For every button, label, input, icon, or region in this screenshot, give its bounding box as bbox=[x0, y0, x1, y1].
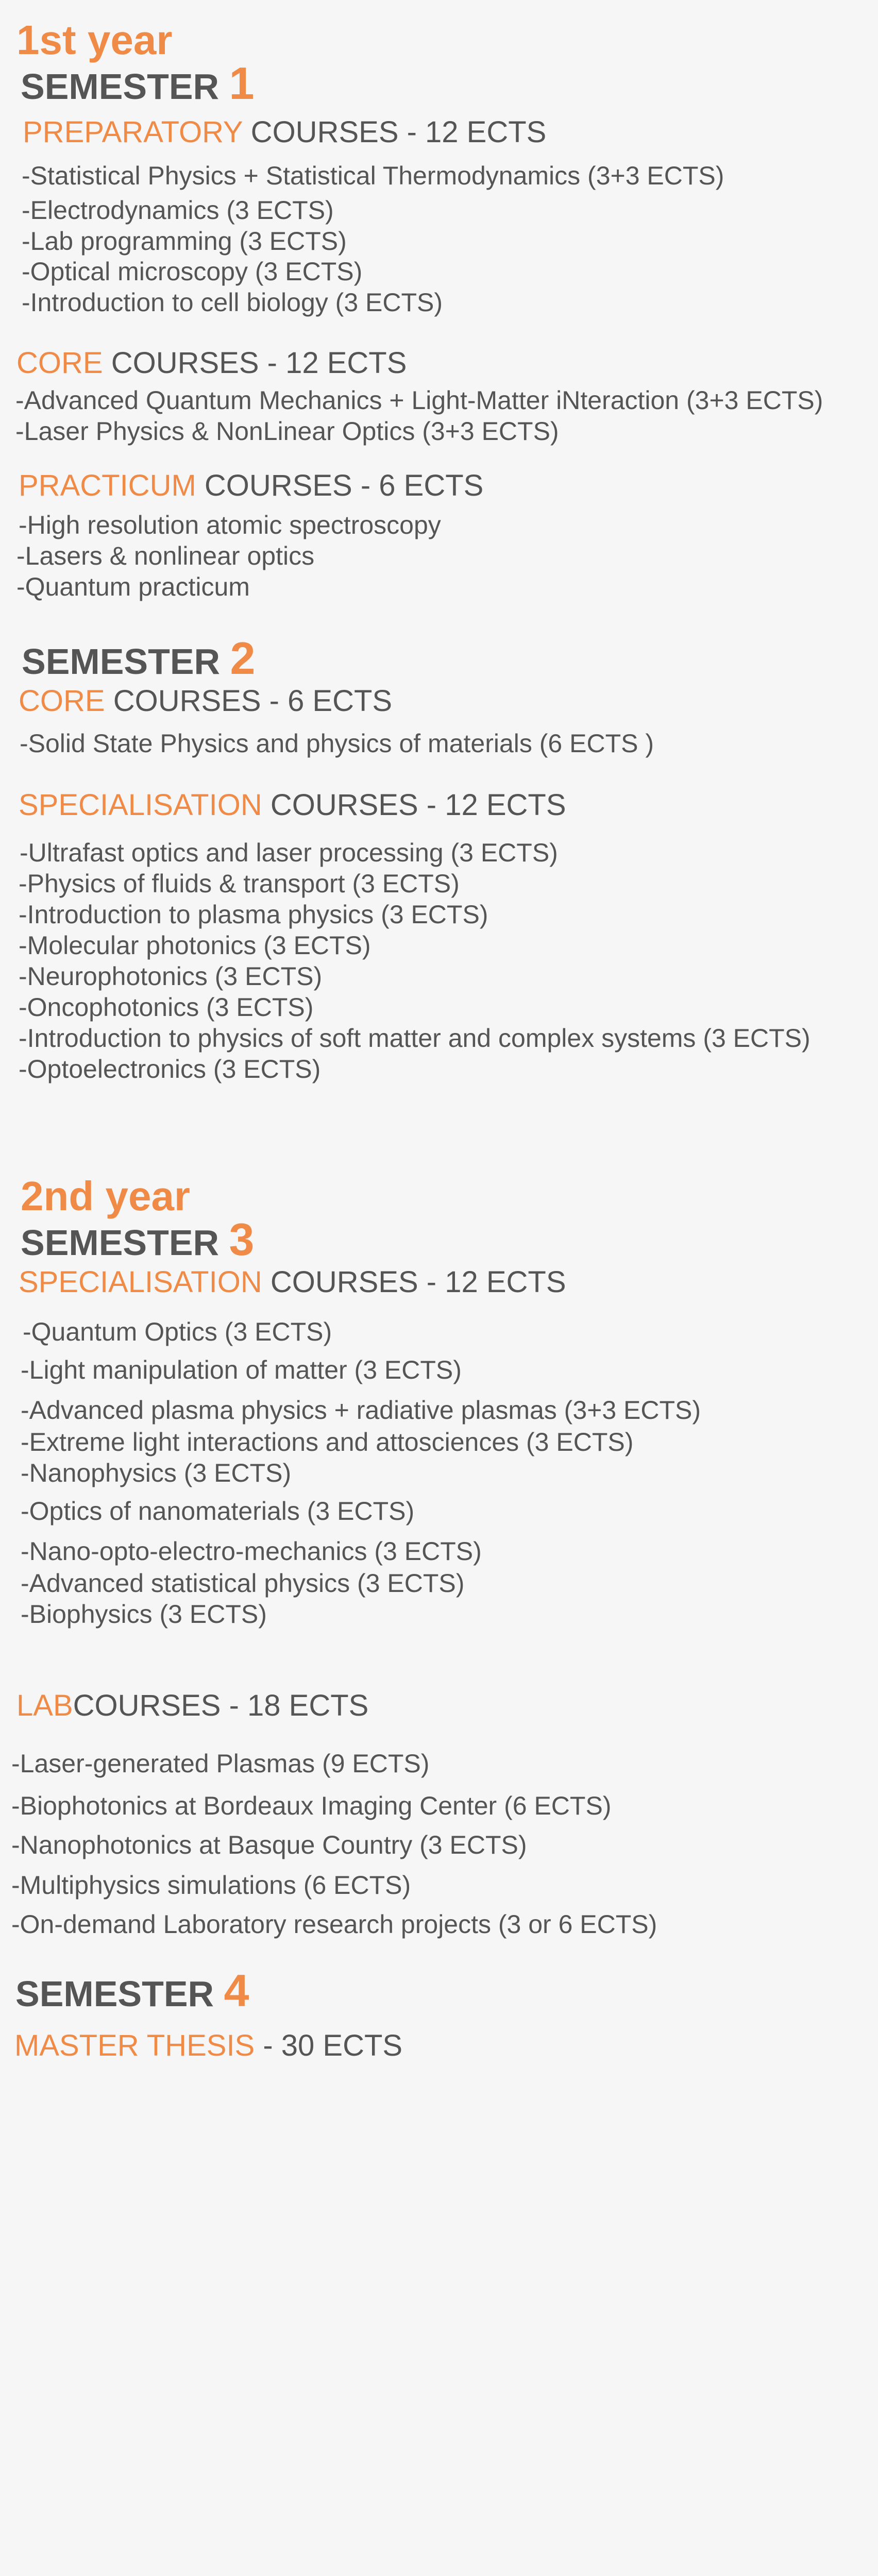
semester-label: SEMESTER bbox=[15, 1974, 214, 2014]
semester-label: SEMESTER bbox=[21, 1223, 220, 1263]
section-rest: COURSES - 12 ECTS bbox=[242, 115, 547, 149]
list-item: -Optoelectronics (3 ECTS) bbox=[19, 1055, 321, 1083]
specialisation-courses-heading bbox=[19, 790, 566, 820]
semester-3-heading bbox=[21, 1214, 255, 1265]
section-rest: COURSES - 6 ECTS bbox=[105, 684, 393, 718]
list-item: -Neurophotonics (3 ECTS) bbox=[19, 962, 323, 991]
specialisation-courses-heading bbox=[19, 1267, 566, 1297]
section-highlight: SPECIALISATION bbox=[19, 788, 262, 822]
lab-courses-heading bbox=[16, 1691, 368, 1721]
list-item: -On-demand Laboratory research projects (3 or 6 ECTS) bbox=[11, 1910, 657, 1939]
list-item: -Introduction to cell biology (3 ECTS) bbox=[22, 288, 443, 317]
list-item: -Electrodynamics (3 ECTS) bbox=[22, 196, 334, 225]
semester-1-heading bbox=[21, 58, 255, 109]
list-item: -High resolution atomic spectroscopy bbox=[19, 511, 441, 539]
year-2-title: 2nd year bbox=[21, 1173, 191, 1219]
section-rest: COURSES - 6 ECTS bbox=[196, 469, 484, 502]
list-item: -Quantum practicum bbox=[16, 572, 250, 601]
semester-2-heading bbox=[22, 633, 256, 684]
section-highlight: LAB bbox=[16, 1689, 73, 1722]
master-thesis-heading bbox=[14, 2031, 402, 2061]
list-item: -Lab programming (3 ECTS) bbox=[22, 227, 347, 256]
practicum-courses-heading bbox=[19, 471, 483, 501]
list-item: -Advanced statistical physics (3 ECTS) bbox=[21, 1569, 465, 1598]
semester-number: 1 bbox=[229, 58, 255, 109]
list-item: -Nanophysics (3 ECTS) bbox=[21, 1459, 292, 1487]
list-item: -Nanophotonics at Basque Country (3 ECTS) bbox=[11, 1831, 527, 1859]
core-courses-heading bbox=[16, 348, 407, 378]
list-item: -Nano-opto-electro-mechanics (3 ECTS) bbox=[21, 1537, 482, 1566]
section-highlight: CORE bbox=[16, 346, 103, 380]
list-item: -Statistical Physics + Statistical Thermodynamics (3+3 ECTS) bbox=[22, 161, 724, 190]
section-highlight: MASTER THESIS bbox=[14, 2029, 255, 2062]
list-item: -Ultrafast optics and laser processing (3 ECTS) bbox=[20, 838, 558, 867]
semester-4-heading bbox=[15, 1965, 249, 2016]
list-item: -Optical microscopy (3 ECTS) bbox=[22, 257, 363, 286]
section-highlight: CORE bbox=[19, 684, 105, 718]
list-item: -Light manipulation of matter (3 ECTS) bbox=[21, 1355, 462, 1384]
section-rest: - 30 ECTS bbox=[255, 2029, 403, 2062]
list-item: -Advanced plasma physics + radiative plasmas (3+3 ECTS) bbox=[21, 1396, 701, 1425]
list-item: -Molecular photonics (3 ECTS) bbox=[19, 931, 371, 960]
list-item: -Multiphysics simulations (6 ECTS) bbox=[11, 1871, 411, 1900]
list-item: -Biophysics (3 ECTS) bbox=[21, 1600, 267, 1629]
section-highlight: PREPARATORY bbox=[23, 115, 243, 149]
list-item: -Advanced Quantum Mechanics + Light-Matter iNteraction (3+3 ECTS) bbox=[15, 386, 823, 415]
list-item: -Laser Physics & NonLinear Optics (3+3 ECTS) bbox=[15, 417, 559, 446]
section-rest: COURSES - 12 ECTS bbox=[103, 346, 407, 380]
section-rest: COURSES - 18 ECTS bbox=[73, 1689, 369, 1722]
list-item: -Solid State Physics and physics of materials (6 ECTS ) bbox=[20, 729, 654, 758]
core-courses-heading bbox=[19, 686, 392, 716]
list-item: -Introduction to physics of soft matter and complex systems (3 ECTS) bbox=[19, 1024, 811, 1053]
list-item: -Introduction to plasma physics (3 ECTS) bbox=[19, 900, 488, 929]
section-highlight: SPECIALISATION bbox=[19, 1265, 262, 1299]
list-item: -Lasers & nonlinear optics bbox=[16, 541, 315, 570]
semester-number: 4 bbox=[224, 1965, 249, 2016]
section-rest: COURSES - 12 ECTS bbox=[262, 788, 566, 822]
semester-label: SEMESTER bbox=[22, 641, 221, 682]
list-item: -Quantum Optics (3 ECTS) bbox=[23, 1317, 332, 1346]
list-item: -Laser-generated Plasmas (9 ECTS) bbox=[11, 1749, 430, 1778]
list-item: -Physics of fluids & transport (3 ECTS) bbox=[19, 869, 460, 898]
semester-number: 2 bbox=[230, 633, 256, 684]
list-item: -Oncophotonics (3 ECTS) bbox=[19, 993, 314, 1022]
semester-number: 3 bbox=[229, 1214, 255, 1265]
semester-label: SEMESTER bbox=[21, 66, 220, 107]
list-item: -Extreme light interactions and attosciences (3 ECTS) bbox=[21, 1428, 634, 1456]
section-rest: COURSES - 12 ECTS bbox=[262, 1265, 566, 1299]
preparatory-courses-heading bbox=[23, 117, 546, 147]
year-1-title: 1st year bbox=[16, 17, 173, 63]
list-item: -Optics of nanomaterials (3 ECTS) bbox=[21, 1497, 415, 1526]
list-item: -Biophotonics at Bordeaux Imaging Center (6 ECTS) bbox=[11, 1791, 612, 1820]
section-highlight: PRACTICUM bbox=[19, 469, 196, 502]
